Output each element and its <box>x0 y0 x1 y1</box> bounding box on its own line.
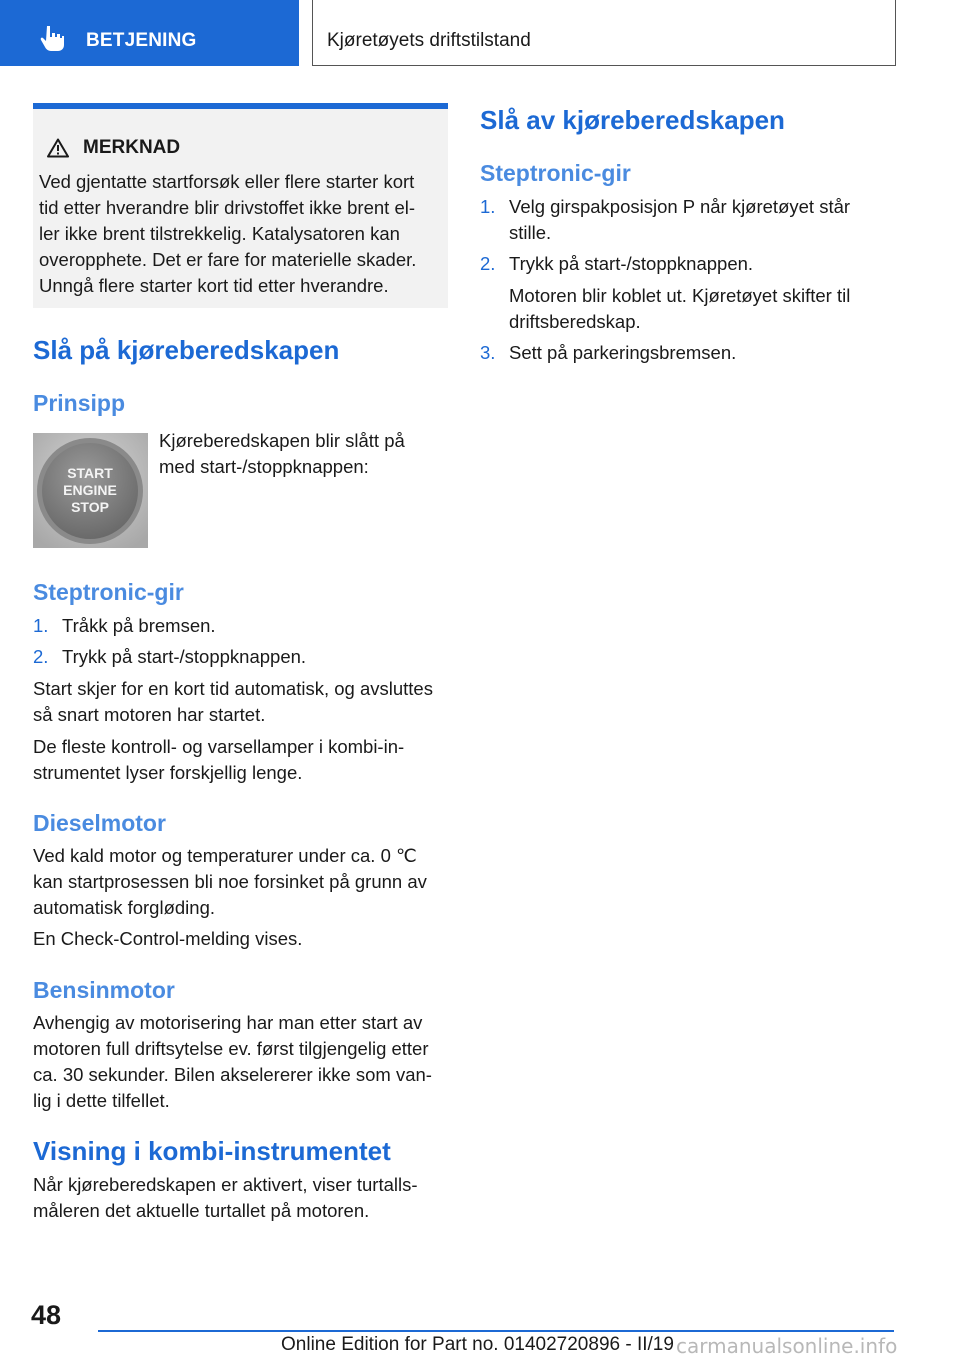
note-header <box>47 137 180 159</box>
paragraph-line: lig i dette tilfellet. <box>33 1090 170 1111</box>
paragraph <box>33 1010 453 1114</box>
list-number: 3. <box>480 342 496 363</box>
subheading-principle: Prinsipp <box>33 390 126 416</box>
note-line: Ved gjentatte startforsøk eller flere starter kort <box>39 171 415 192</box>
principle-text-line: Kjøreberedskapen blir slått på <box>159 430 405 451</box>
paragraph <box>33 734 453 786</box>
list-item <box>480 340 900 366</box>
principle-text <box>159 428 405 480</box>
paragraph-line: automatisk forgløding. <box>33 897 216 918</box>
heading-instrument-display: Visning i kombi-instrumentet <box>33 1136 391 1166</box>
paragraph-line: De fleste kontroll- og varsellamper i kombi-in‐ <box>33 736 405 757</box>
principle-text-line: med start-/stoppknappen: <box>159 456 369 477</box>
list-text <box>509 194 850 246</box>
warning-triangle-icon <box>47 138 69 158</box>
list-number: 2. <box>33 646 49 667</box>
note-body <box>39 169 439 299</box>
paragraph-line: så snart motoren har startet. <box>33 704 266 725</box>
list-item <box>33 644 448 670</box>
warning-note <box>33 103 448 308</box>
watermark: carmanualsonline.info <box>676 1334 898 1358</box>
note-line: overopphete. Det er fare for materielle skader. <box>39 249 417 270</box>
heading-start-readiness: Slå på kjøreberedskapen <box>33 335 340 365</box>
paragraph-line: Avhengig av motorisering har man etter start av <box>33 1012 423 1033</box>
paragraph-line: måleren det aktuelle turtallet på motoren. <box>33 1200 370 1221</box>
list-text-line: Velg girspakposisjon P når kjøretøyet står <box>509 196 851 217</box>
list-item <box>480 194 900 246</box>
note-line: tid etter hverandre blir drivstoffet ikke brent el‐ <box>39 197 415 218</box>
paragraph-line: Ved kald motor og temperaturer under ca. 0 ℃ <box>33 845 417 866</box>
paragraph-line: ca. 30 sekunder. Bilen akselererer ikke som van‐ <box>33 1064 432 1085</box>
start-stop-button-image <box>33 433 148 548</box>
footer-edition: Online Edition for Part no. 01402720896 - II/19 <box>281 1334 674 1355</box>
list-item <box>33 613 448 639</box>
list-text: Trykk på start-/stoppknappen. <box>62 646 307 667</box>
list-text-line: Motoren blir koblet ut. Kjøretøyet skifter til <box>509 285 851 306</box>
page-number: 48 <box>31 1300 62 1330</box>
paragraph <box>33 843 453 921</box>
list-text: Sett på parkeringsbremsen. <box>509 342 737 363</box>
hand-pointer-icon <box>38 24 66 52</box>
subheading-steptronic-right: Steptronic-gir <box>480 160 631 186</box>
paragraph <box>33 1172 453 1224</box>
list-text-line: driftsberedskap. <box>509 311 641 332</box>
list-text <box>509 251 850 335</box>
paragraph <box>33 676 453 728</box>
list-text: Tråkk på bremsen. <box>62 615 216 636</box>
list-text-line: Trykk på start-/stoppknappen. <box>509 253 754 274</box>
footer-divider <box>98 1330 894 1332</box>
section-tab[interactable] <box>0 0 299 66</box>
paragraph-line: motoren full driftsytelse ev. først tilgjengelig etter <box>33 1038 429 1059</box>
section-tab-label: BETJENING <box>86 30 197 51</box>
note-title: MERKNAD <box>83 137 181 158</box>
button-text-engine: ENGINE <box>63 482 117 498</box>
paragraph-line: Start skjer for en kort tid automatisk, og avsluttes <box>33 678 433 699</box>
list-text-line: stille. <box>509 222 552 243</box>
paragraph-line: kan startprosessen bli noe forsinket på grunn av <box>33 871 427 892</box>
start-stop-button-illustration <box>33 433 148 548</box>
button-text-stop: STOP <box>71 499 109 515</box>
heading-stop-readiness: Slå av kjøreberedskapen <box>480 105 785 135</box>
subheading-steptronic: Steptronic-gir <box>33 579 184 605</box>
paragraph: En Check-Control-melding vises. <box>33 928 303 949</box>
subheading-petrol: Bensinmotor <box>33 977 175 1003</box>
button-text-start: START <box>67 465 113 481</box>
subheading-diesel: Dieselmotor <box>33 810 166 836</box>
note-line: ler ikke brent tilstrekkelig. Katalysatoren kan <box>39 223 400 244</box>
list-number: 1. <box>33 615 49 636</box>
list-number: 1. <box>480 196 496 217</box>
paragraph-line: strumentet lyser forskjellig lenge. <box>33 762 303 783</box>
note-line: Unngå flere starter kort tid etter hverandre. <box>39 275 389 296</box>
page-title: Kjøretøyets driftstilstand <box>327 30 531 51</box>
list-item <box>480 251 900 335</box>
list-number: 2. <box>480 253 496 274</box>
page-header <box>312 0 896 66</box>
paragraph-line: Når kjøreberedskapen er aktivert, viser turtalls‐ <box>33 1174 418 1195</box>
